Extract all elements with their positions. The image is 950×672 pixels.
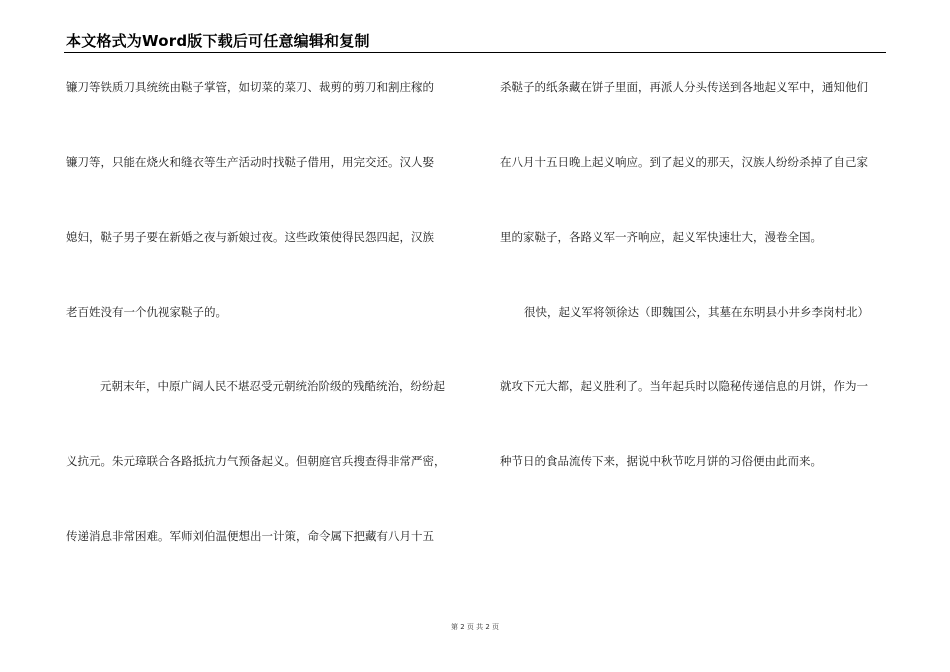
- paragraph-line: 在八月十五日晚上起义响应。到了起义的那天，汉族人纷纷杀掉了自己家: [500, 155, 868, 169]
- paragraph-line: 义抗元。朱元璋联合各路抵抗力气预备起义。但朝庭官兵搜查得非常严密，: [66, 454, 446, 468]
- page-number: 第 2 页 共 2 页: [450, 623, 500, 631]
- header-divider: [64, 52, 886, 53]
- paragraph-line: 很快，起义军将领徐达（即魏国公，其墓在东明县小井乡李岗村北）: [524, 305, 869, 319]
- paragraph-line: 传递消息非常困难。军师刘伯温便想出一计策，命令属下把藏有八月十五: [66, 529, 434, 543]
- paragraph-line: 种节日的食品流传下来，据说中秋节吃月饼的习俗便由此而来。: [500, 454, 822, 468]
- paragraph-line: 媳妇，鞑子男子要在新婚之夜与新娘过夜。这些政策使得民怨四起，汉族: [66, 230, 434, 244]
- paragraph-line: 杀鞑子的纸条藏在饼子里面，再派人分头传送到各地起义军中，通知他们: [500, 80, 868, 94]
- paragraph-line: 就攻下元大都，起义胜利了。当年起兵时以隐秘传递信息的月饼，作为一: [500, 379, 868, 393]
- paragraph-line: 镰刀等铁质刀具统统由鞑子掌管，如切菜的菜刀、裁剪的剪刀和割庄稼的: [66, 80, 434, 94]
- paragraph-line: 镰刀等，只能在烧火和缝衣等生产活动时找鞑子借用，用完交还。汉人娶: [66, 155, 434, 169]
- document-header-title: 本文格式为Word版下载后可任意编辑和复制: [66, 32, 370, 50]
- paragraph-line: 元朝末年，中原广阔人民不堪忍受元朝统治阶级的残酷统治，纷纷起: [100, 379, 445, 393]
- paragraph-line: 老百姓没有一个仇视家鞑子的。: [66, 305, 227, 319]
- paragraph-line: 里的家鞑子，各路义军一齐响应，起义军快速壮大，漫卷全国。: [500, 230, 822, 244]
